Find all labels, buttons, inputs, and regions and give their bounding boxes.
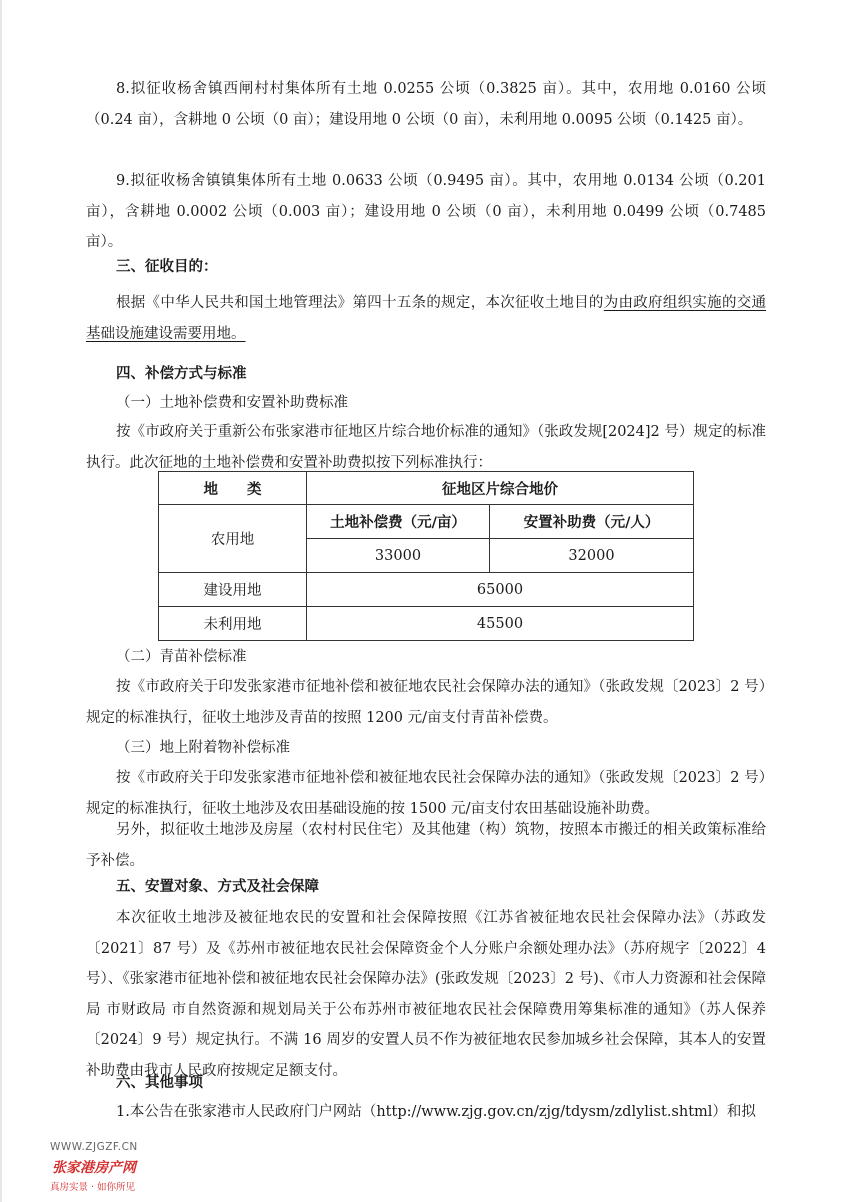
table-header-price: 征地区片综合地价 (307, 472, 694, 505)
watermark-logo: 张家港房产网 (52, 1160, 136, 1176)
table-row-agri-label: 农用地 (159, 505, 307, 573)
paragraph-crops: 按《市政府关于印发张家港市征地补偿和被征地农民社会保障办法的通知》（张政发规〔2023〕2 号）规定的标准执行，征收土地涉及青苗的按照 1200 元/亩支付青苗补偿费。 (86, 679, 766, 726)
heading-other: 六、其他事项 (116, 1075, 203, 1091)
paragraph-land-compensation: 按《市政府关于重新公布张家港市征地区片综合地价标准的通知》（张政发规[2024]2 号）规定的标准执行。此次征地的土地补偿费和安置补助费拟按下列标准执行： (86, 424, 766, 471)
subheading-crops: （二）青苗补偿标准 (116, 649, 247, 665)
table-cell-construct-value: 65000 (307, 573, 694, 607)
watermark-slogan: 真房实景 · 如你所见 (50, 1182, 136, 1193)
paragraph-item-9: 9.拟征收杨舍镇镇集体所有土地 0.0633 公顷（0.9495 亩）。其中，农用地 0.0134 公顷（0.201 亩），含耕地 0.0002 公顷（0.003 亩）；建设用地 0 公顷（0 亩），未利用地 0.0499 公顷（0.7485 亩）。 (86, 173, 766, 250)
table-cell-unused-value: 45500 (307, 607, 694, 641)
table-row-unused-label: 未利用地 (159, 607, 307, 641)
heading-compensation: 四、补偿方式与标准 (116, 366, 247, 382)
compensation-table (158, 471, 694, 641)
watermark-url: WWW.ZJGZF.CN (50, 1141, 138, 1153)
page-edge (0, 0, 2, 1202)
paragraph-item-8: 8.拟征收杨舍镇西闸村村集体所有土地 0.0255 公顷（0.3825 亩）。其中，农用地 0.0160 公顷（0.24 亩），含耕地 0 公顷（0 亩）；建设用地 0 公顷（0 亩），未利用地 0.0095 公顷（0.1425 亩）。 (86, 81, 766, 128)
heading-purpose: 三、征收目的： (116, 259, 218, 275)
paragraph-attachments: 按《市政府关于印发张家港市征地补偿和被征地农民社会保障办法的通知》（张政发规〔2023〕2 号）规定的标准执行，征收土地涉及农田基础设施的按 1500 元/亩支付农田基础设施补助费。 (86, 770, 766, 817)
purpose-underlined: 为由政府组织实施的交通基础设施建设需要用地。 (86, 295, 767, 342)
table-row-construct-label: 建设用地 (159, 573, 307, 607)
paragraph-other-1: 1.本公告在张家港市人民政府门户网站（http://www.zjg.gov.cn/zjg/tdysm/zdlylist.shtml）和拟 (116, 1104, 756, 1120)
table-cell-agri-land-comp: 33000 (307, 539, 490, 573)
subheading-attachments: （三）地上附着物补偿标准 (116, 740, 290, 756)
table-cell-agri-resettle: 32000 (490, 539, 694, 573)
table-header-resettle: 安置补助费（元/人） (490, 505, 694, 539)
purpose-text: 根据《中华人民共和国土地管理法》第四十五条的规定，本次征收土地目的 (116, 295, 604, 311)
table-header-land-comp: 土地补偿费（元/亩） (307, 505, 490, 539)
heading-social-security: 五、安置对象、方式及社会保障 (116, 879, 319, 895)
table-header-land-type: 地 类 (159, 472, 307, 505)
paragraph-houses: 另外，拟征收土地涉及房屋（农村村民住宅）及其他建（构）筑物，按照本市搬迁的相关政策标准给予补偿。 (86, 822, 766, 869)
paragraph-social-security: 本次征收土地涉及被征地农民的安置和社会保障按照《江苏省被征地农民社会保障办法》（苏政发〔2021〕87 号）及《苏州市被征地农民社会保障资金个人分账户余额处理办法》（苏府规字〔2022〕4 号）、《张家港市征地补偿和被征地农民社会保障办法》(张政发规〔2023〕2 号)、《市人力资源和社会保障局 市财政局 市自然资源和规划局关于公布苏州市被征地农民社会保障费用筹集标准的通知》（苏人保养〔2024〕9 号）规定执行。不满 16 周岁的安置人员不作为被征地农民参加城乡社会保障，其本人的安置补助费由我市人民政府按规定足额支付。 (86, 910, 766, 1079)
subheading-land-compensation: （一）土地补偿费和安置补助费标准 (116, 395, 348, 411)
paragraph-purpose (86, 288, 766, 349)
